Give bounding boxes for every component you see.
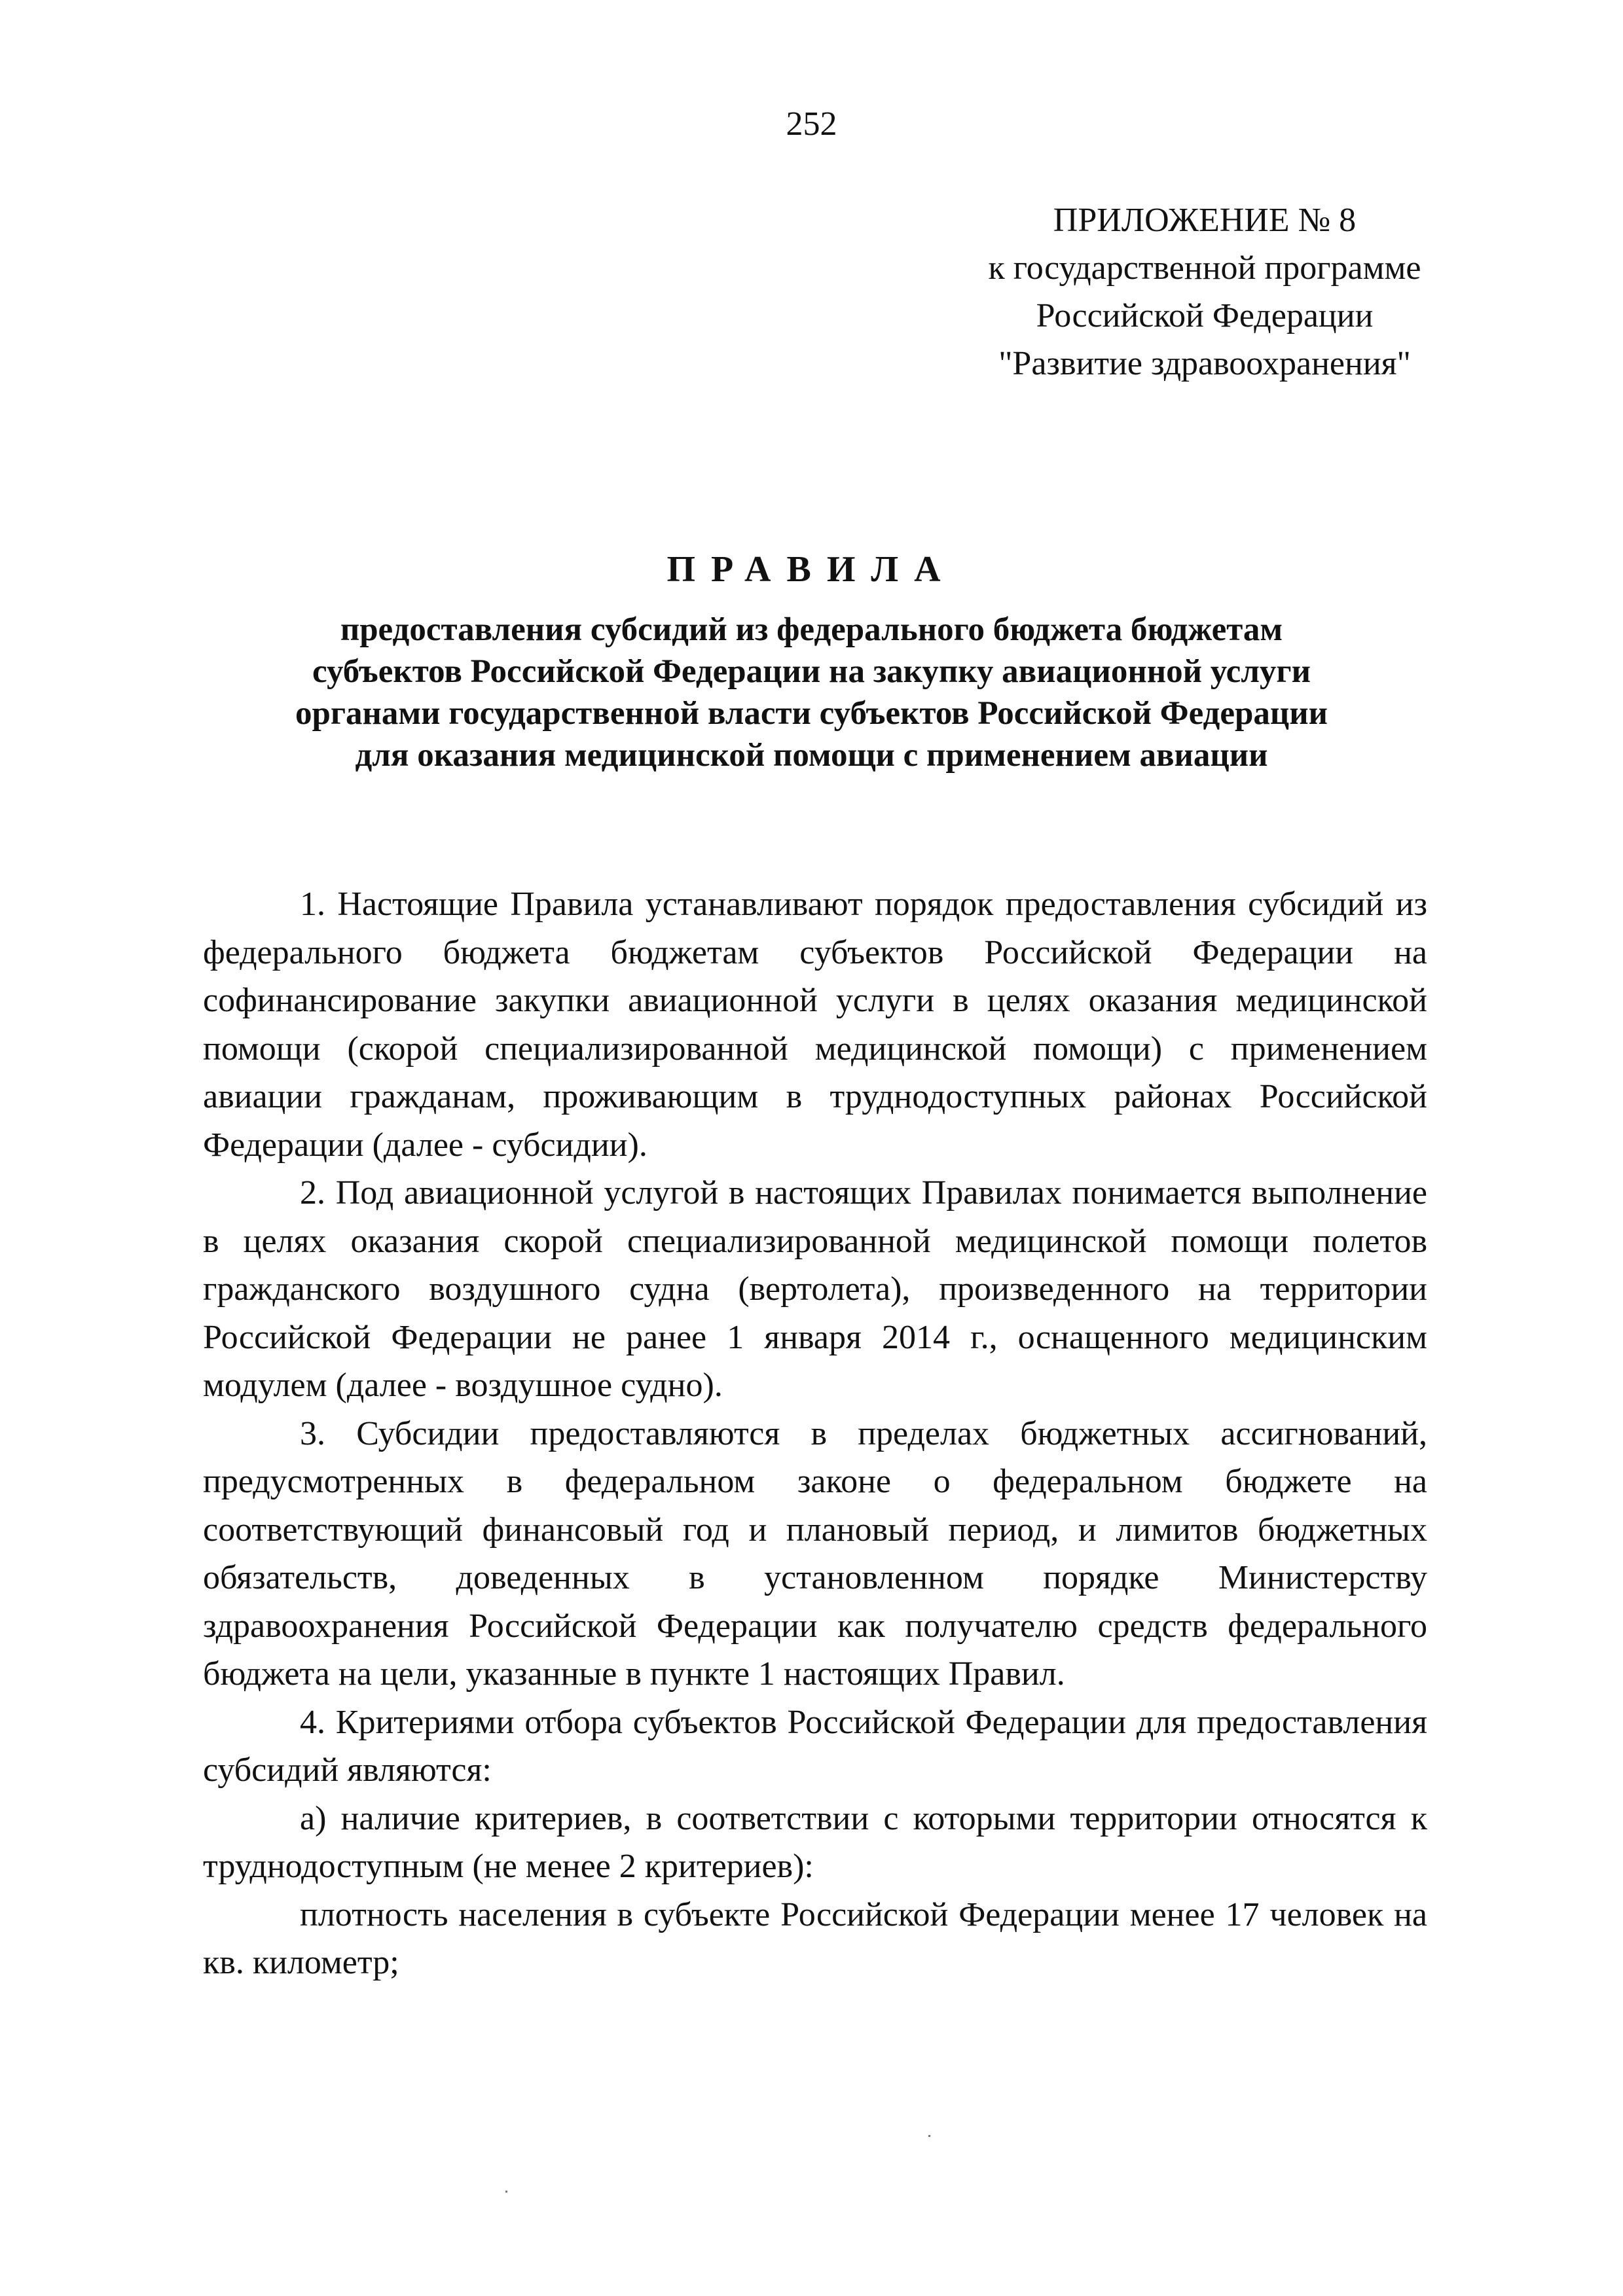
subtitle-line: для оказания медицинской помощи с применением авиации: [355, 737, 1268, 774]
paragraph-2: 2. Под авиационной услугой в настоящих Правилах понимается выполнение в целях оказания скорой специализированной медицинской помощи полетов гражданского воздушного судна (вертолета), произведенного на территории Российской Федерации не ранее 1 января 2014 г., оснащенного медицинским модулем (далее - воздушное судно).: [203, 1174, 1427, 1404]
appendix-header: [903, 196, 1506, 387]
subtitle-line: предоставления субсидий из федерального бюджета бюджетам: [340, 611, 1283, 648]
paragraph-3: 3. Субсидии предоставляются в пределах бюджетных ассигнований, предусмотренных в федеральном законе о федеральном бюджете на соответствующий финансовый год и плановый период, и лимитов бюджетных обязательств, доведенных в установленном порядке Министерству здравоохранения Российской Федерации как получателю средств федерального бюджета на цели, указанные в пункте 1 настоящих Правил.: [203, 1414, 1427, 1693]
paragraph-4a-criterion: плотность населения в субъекте Российской Федерации менее 17 человек на кв. километр;: [203, 1895, 1427, 1981]
paragraph-4: 4. Критериями отбора субъектов Российской Федерации для предоставления субсидий являются:: [203, 1703, 1427, 1789]
subtitle-line: органами государственной власти субъектов Российской Федерации: [295, 695, 1328, 732]
paragraph-4a: а) наличие критериев, в соответствии с которыми территории относятся к труднодоступным (не менее 2 критериев):: [203, 1799, 1427, 1885]
appendix-line: ПРИЛОЖЕНИЕ № 8: [1053, 202, 1357, 239]
appendix-line: Российской Федерации: [1036, 297, 1374, 334]
paragraph-1: 1. Настоящие Правила устанавливают порядок предоставления субсидий из федерального бюджета бюджетам субъектов Российской Федерации на софинансирование закупки авиационной услуги в целях оказания медицинской помощи (скорой специализированной медицинской помощи) с применением авиации гражданам, проживающим в труднодоступных районах Российской Федерации (далее - субсидии).: [203, 886, 1427, 1164]
document-subtitle: [131, 609, 1492, 776]
scan-speck: [505, 2191, 507, 2193]
appendix-line: "Развитие здравоохранения": [998, 345, 1411, 382]
document-body: [203, 880, 1427, 1987]
appendix-line: к государственной программе: [988, 249, 1421, 287]
document-title: ПРАВИЛА: [666, 549, 957, 590]
subtitle-line: субъектов Российской Федерации на закупку авиационной услуги: [312, 653, 1311, 690]
page-number: 252: [786, 105, 837, 143]
scan-speck: [928, 2135, 930, 2137]
